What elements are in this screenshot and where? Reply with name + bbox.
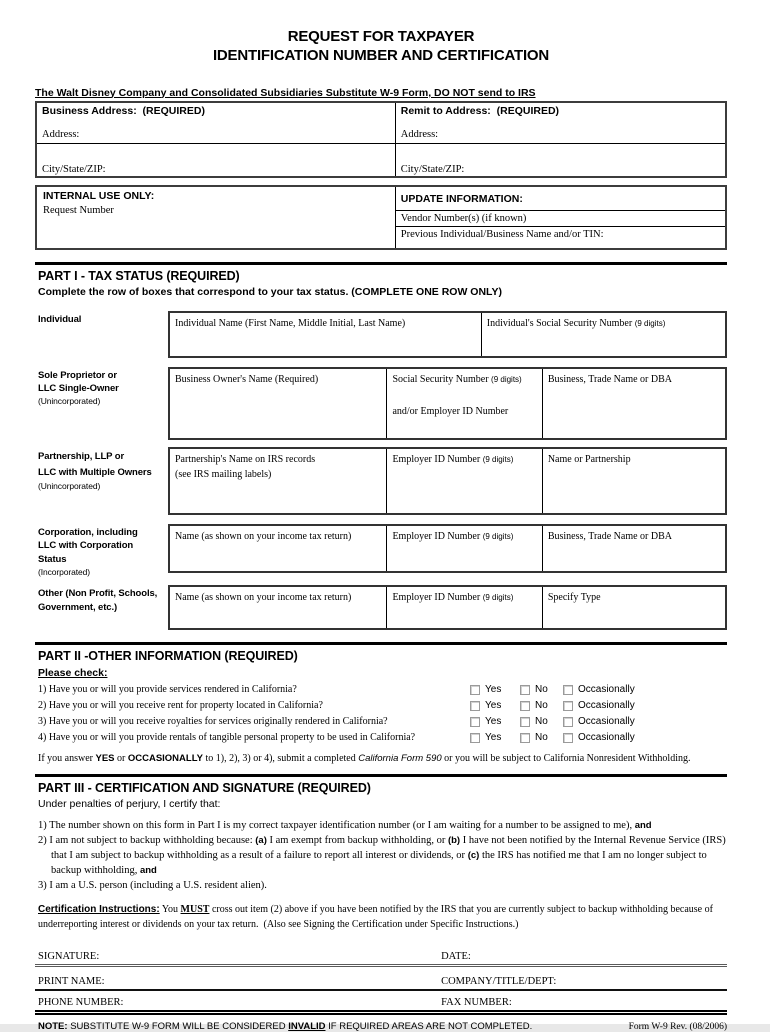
- tax-row-individual: [35, 311, 727, 358]
- q4-no-label: No: [535, 732, 548, 744]
- business-address-cell[interactable]: [37, 103, 395, 144]
- question-row-2: [35, 698, 727, 714]
- corporation-label-line1: Corporation, including: [38, 526, 138, 538]
- other-label-line1: Other (Non Profit, Schools,: [38, 587, 158, 599]
- signature-block: [35, 943, 727, 1015]
- footer-note-text-1: SUBSTITUTE W-9 FORM WILL BE CONSIDERED: [67, 1020, 289, 1032]
- sole-proprietor-row-label: [35, 367, 168, 407]
- date-label: DATE:: [441, 950, 471, 962]
- withholding-note-form590: California Form 590: [358, 752, 442, 764]
- q1-occasionally-label: Occasionally: [578, 684, 635, 696]
- phone-fax-row: [35, 991, 727, 1015]
- individual-name-cell[interactable]: [170, 313, 481, 356]
- q4-yes-checkbox[interactable]: [470, 733, 480, 743]
- partnership-name-label-line2: (see IRS mailing labels): [175, 469, 272, 480]
- fax-number-field[interactable]: [512, 991, 727, 1005]
- corporation-ein-digits-note: (9 digits): [482, 531, 514, 541]
- question-2-options: [470, 700, 727, 711]
- part3-intro: Under penalties of perjury, I certify that:: [38, 797, 221, 810]
- q4-occasionally-checkbox[interactable]: [563, 733, 573, 743]
- question-1-text: 1) Have you or will you provide services rendered in California?: [38, 684, 297, 696]
- certify-item-3: 3) I am a U.S. person (including a U.S. resident alien).: [38, 879, 267, 891]
- certify-item-2-text-4: the IRS has notified me that I am no longer subject to backup withholding,: [51, 849, 707, 876]
- certify-item-2-a: (a): [255, 834, 267, 846]
- individual-label-text: Individual: [38, 313, 82, 325]
- q1-no-checkbox[interactable]: [520, 685, 530, 695]
- individual-ssn-digits-note: (9 digits): [634, 318, 666, 328]
- previous-name-cell[interactable]: [396, 227, 725, 248]
- corporation-dba-label: Business, Trade Name or DBA: [547, 530, 672, 542]
- sole-proprietor-name-label: Business Owner's Name (Required): [175, 373, 319, 385]
- tax-row-corporation: [35, 524, 727, 577]
- q3-occasionally-label: Occasionally: [578, 716, 635, 728]
- sole-proprietor-ssn-digits-note: (9 digits): [491, 374, 522, 384]
- corporation-row-label: [35, 524, 168, 577]
- partnership-dba-label: Name or Partnership: [547, 453, 631, 465]
- withholding-note-text-4: or you will be subject to California Nonresident Withholding.: [441, 752, 691, 764]
- please-check-label: Please check:: [38, 666, 108, 679]
- individual-row-label: [35, 311, 168, 327]
- individual-ssn-label: Individual's Social Security Number: [486, 317, 633, 329]
- remit-address-cell[interactable]: [396, 103, 725, 144]
- question-3-options: [470, 716, 727, 727]
- tax-row-sole-proprietor: [35, 367, 727, 440]
- sole-proprietor-dba-cell[interactable]: [542, 369, 725, 438]
- certify-item-2-text-1: 2) I am not subject to backup withholding because:: [38, 834, 256, 846]
- certify-item-2-text-2: I am exempt from backup withholding, or: [266, 834, 448, 846]
- partnership-row-table: [168, 447, 727, 515]
- sole-proprietor-ein-label: and/or Employer ID Number: [392, 406, 509, 417]
- q3-no-checkbox[interactable]: [520, 717, 530, 727]
- sole-proprietor-label-line1: Sole Proprietor or: [38, 369, 117, 381]
- vendor-number-label: Vendor Number(s) (if known): [400, 212, 527, 224]
- footer-note-text-2: IF REQUIRED AREAS ARE NOT COMPLETED.: [325, 1020, 533, 1032]
- business-city-cell[interactable]: [37, 144, 395, 176]
- q3-yes-checkbox[interactable]: [470, 717, 480, 727]
- sole-proprietor-ssn-label: Social Security Number: [392, 373, 489, 385]
- other-ein-digits-note: (9 digits): [482, 592, 514, 602]
- certification-instructions-label: Certification Instructions:: [38, 903, 160, 915]
- partnership-ein-cell[interactable]: [386, 449, 541, 513]
- part2-section: [35, 642, 727, 663]
- question-row-4: [35, 730, 727, 746]
- part2-title: PART II -OTHER INFORMATION (REQUIRED): [38, 648, 298, 663]
- individual-name-label: Individual Name (First Name, Middle Initial, Last Name): [175, 317, 406, 329]
- part1-section: [35, 262, 727, 298]
- partnership-dba-cell[interactable]: [542, 449, 725, 513]
- q2-no-checkbox[interactable]: [520, 701, 530, 711]
- address-table: [35, 101, 727, 178]
- page-title: [35, 28, 727, 66]
- withholding-note-text-3: to 1), 2), 3) or 4), submit a completed: [202, 752, 359, 764]
- certify-item-2-text-3: I have not been notified by the Internal Revenue Service (IRS) that I am subject to backup withholding as a result of a failure to report all interest or dividends, or: [51, 834, 726, 861]
- part1-subtitle: Complete the row of boxes that correspond to your tax status. (COMPLETE ONE ROW ONLY): [38, 285, 502, 298]
- withholding-note-yes: YES: [95, 752, 115, 764]
- certify-item-2: [38, 834, 727, 879]
- printname-company-row: [35, 967, 727, 991]
- remit-city-label: City/State/ZIP:: [400, 163, 465, 175]
- sole-proprietor-label-line2: LLC Single-Owner: [38, 383, 119, 395]
- certify-item-2-b: (b): [447, 834, 461, 846]
- other-name-cell[interactable]: [170, 587, 386, 628]
- partnership-name-label-line1: Partnership's Name on IRS records: [175, 453, 316, 465]
- print-name-field[interactable]: [105, 970, 441, 984]
- corporation-name-label: Name (as shown on your income tax return): [175, 530, 352, 542]
- question-4-options: [470, 732, 727, 743]
- q1-yes-label: Yes: [485, 684, 502, 696]
- update-information-column: [395, 187, 725, 248]
- partnership-label-line2: LLC with Multiple Owners: [38, 466, 152, 478]
- q4-no-checkbox[interactable]: [520, 733, 530, 743]
- certify-item-2-c: (c): [467, 849, 480, 861]
- partnership-ein-digits-note: (9 digits): [482, 454, 514, 464]
- remit-city-cell[interactable]: [396, 144, 725, 176]
- certification-instructions: [38, 902, 727, 933]
- other-row-table: [168, 585, 727, 630]
- sole-proprietor-ssn-cell[interactable]: [386, 369, 541, 438]
- remit-address-line-label: Address:: [400, 128, 439, 140]
- sole-proprietor-row-table: [168, 367, 727, 440]
- other-row-label: [35, 585, 168, 615]
- remit-address-column: [395, 103, 725, 176]
- other-ein-label: Employer ID Number: [392, 591, 481, 603]
- q2-yes-label: Yes: [485, 700, 502, 712]
- question-2-text: 2) Have you or will you receive rent for property located in California?: [38, 700, 323, 712]
- withholding-note-text-1: If you answer: [38, 752, 96, 764]
- partnership-label-sub: (Unincorporated): [38, 480, 101, 491]
- signature-date-row: [35, 943, 727, 967]
- corporation-label-line2: LLC with Corporation Status: [38, 540, 134, 566]
- question-1-options: [470, 684, 727, 695]
- form-revision-label: Form W-9 Rev. (08/2006): [628, 1021, 727, 1032]
- other-name-label: Name (as shown on your income tax return): [175, 591, 352, 603]
- q2-yes-checkbox[interactable]: [470, 701, 480, 711]
- corporation-ein-label: Employer ID Number: [392, 530, 481, 542]
- title-line1: REQUEST FOR TAXPAYER: [287, 28, 475, 45]
- q2-no-label: No: [535, 700, 548, 712]
- withholding-note: [35, 753, 727, 764]
- q1-yes-checkbox[interactable]: [470, 685, 480, 695]
- business-address-column: [37, 103, 395, 176]
- partnership-label-line1: Partnership, LLP or: [38, 450, 125, 462]
- sole-proprietor-label-sub: (Unincorporated): [38, 396, 101, 407]
- signature-field[interactable]: [99, 945, 441, 959]
- form-subtitle: The Walt Disney Company and Consolidated Subsidiaries Substitute W-9 Form, DO NOT send to IRS: [35, 86, 536, 99]
- question-row-3: [35, 714, 727, 730]
- certification-instructions-text-1: You: [159, 903, 181, 915]
- phone-number-field[interactable]: [123, 991, 441, 1005]
- q2-occasionally-checkbox[interactable]: [563, 701, 573, 711]
- remit-address-label: Remit to Address: (REQUIRED): [400, 104, 560, 117]
- corporation-label-sub: (Incorporated): [38, 566, 90, 577]
- q3-no-label: No: [535, 716, 548, 728]
- certification-instructions-must: MUST: [180, 903, 210, 915]
- corporation-row-table: [168, 524, 727, 573]
- other-label-line2: Government, etc.): [38, 601, 118, 613]
- company-title-dept-field[interactable]: [556, 970, 727, 984]
- corporation-name-cell[interactable]: [170, 526, 386, 571]
- footer-note-label: NOTE:: [38, 1020, 68, 1032]
- tax-row-other: [35, 585, 727, 630]
- individual-ssn-cell[interactable]: [481, 313, 725, 356]
- update-information-label: UPDATE INFORMATION:: [400, 192, 523, 205]
- partnership-ein-label: Employer ID Number: [392, 453, 481, 465]
- internal-use-table: [35, 185, 727, 250]
- q3-yes-label: Yes: [485, 716, 502, 728]
- part1-title: PART I - TAX STATUS (REQUIRED): [38, 268, 240, 283]
- print-name-label: PRINT NAME:: [38, 975, 105, 987]
- q4-occasionally-label: Occasionally: [578, 732, 635, 744]
- partnership-name-cell[interactable]: [170, 449, 386, 513]
- vendor-number-cell[interactable]: [396, 211, 725, 227]
- title-line2: IDENTIFICATION NUMBER AND CERTIFICATION: [212, 46, 550, 64]
- phone-number-label: PHONE NUMBER:: [38, 996, 124, 1008]
- business-city-label: City/State/ZIP:: [42, 163, 106, 175]
- withholding-note-text-2: or: [114, 752, 128, 764]
- certify-item-1-text: 1) The number shown on this form in Part I is my correct taxpayer identification number (or I am waiting for a number to be assigned to me),: [38, 819, 635, 831]
- part3-title: PART III - CERTIFICATION AND SIGNATURE (REQUIRED): [38, 780, 371, 795]
- internal-use-label: INTERNAL USE ONLY:: [43, 189, 155, 202]
- certify-item-1: [38, 819, 727, 834]
- footer-note: [38, 1021, 532, 1032]
- certification-instructions-text-2: cross out item (2) above if you have been notified by the IRS that you are currently subject to backup withholding because of underreporting interest or dividends on your tax return. (Also see Signing the Certification under Specific Instructions.): [38, 903, 713, 931]
- part3-section: [35, 774, 727, 933]
- individual-row-table: [168, 311, 727, 358]
- update-information-cell: [396, 187, 725, 211]
- other-specify-label: Specify Type: [547, 591, 601, 603]
- q2-occasionally-label: Occasionally: [578, 700, 635, 712]
- business-address-line-label: Address:: [42, 128, 80, 140]
- footer-note-invalid: INVALID: [288, 1020, 326, 1032]
- question-3-text: 3) Have you or will you receive royalties for services originally rendered in California?: [38, 716, 388, 728]
- q4-yes-label: Yes: [485, 732, 502, 744]
- tax-row-partnership: [35, 447, 727, 515]
- previous-name-label: Previous Individual/Business Name and/or TIN:: [400, 228, 604, 240]
- footer: [35, 1021, 727, 1032]
- q1-occasionally-checkbox[interactable]: [563, 685, 573, 695]
- question-4-text: 4) Have you or will you provide rentals of tangible personal property to be used in California?: [38, 732, 416, 744]
- q3-occasionally-checkbox[interactable]: [563, 717, 573, 727]
- sole-proprietor-name-cell[interactable]: [170, 369, 386, 438]
- business-address-label: Business Address: (REQUIRED): [42, 104, 205, 117]
- other-ein-cell[interactable]: [386, 587, 541, 628]
- date-field[interactable]: [471, 945, 727, 959]
- fax-number-label: FAX NUMBER:: [441, 996, 512, 1008]
- question-row-1: [35, 682, 727, 698]
- request-number-label: Request Number: [43, 204, 114, 216]
- corporation-ein-cell[interactable]: [386, 526, 541, 571]
- company-title-dept-label: COMPANY/TITLE/DEPT:: [441, 975, 557, 987]
- sole-proprietor-dba-label: Business, Trade Name or DBA: [547, 373, 672, 385]
- withholding-note-occasionally: OCCASIONALLY: [127, 752, 203, 764]
- q1-no-label: No: [535, 684, 548, 696]
- certify-item-1-and: and: [634, 819, 652, 831]
- corporation-dba-cell[interactable]: [542, 526, 725, 571]
- internal-use-cell[interactable]: [37, 187, 395, 248]
- partnership-row-label: [35, 447, 168, 491]
- other-specify-cell[interactable]: [542, 587, 725, 628]
- signature-label: SIGNATURE:: [38, 950, 100, 962]
- certify-item-2-and: and: [139, 864, 157, 876]
